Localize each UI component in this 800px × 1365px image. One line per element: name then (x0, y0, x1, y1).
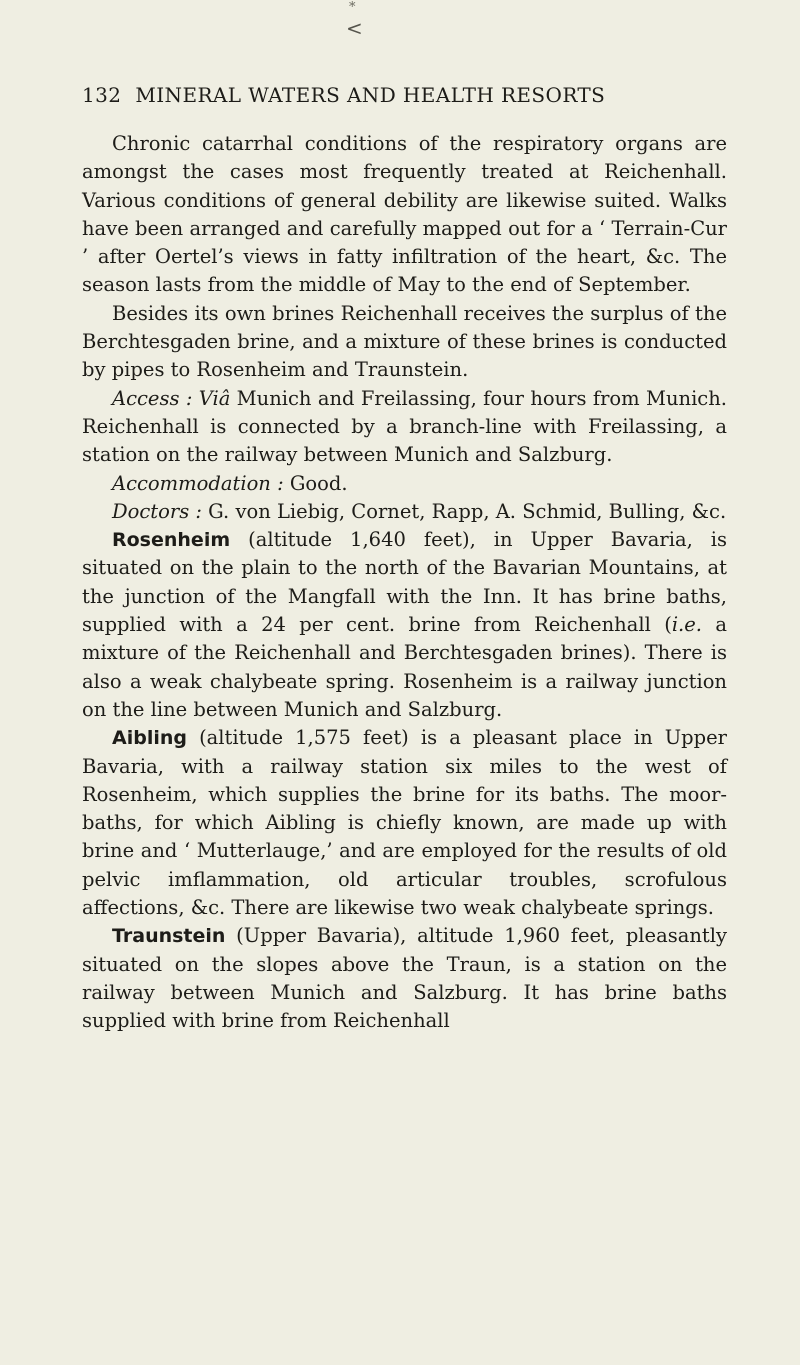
paragraph-brines: Besides its own brines Reichenhall receives the surplus of the Berchtesgaden brine, and a mixture of these brines is conducted by pipes to Rosenheim and Traunstein. (82, 301, 727, 382)
top-mark: * (349, 0, 356, 15)
accommodation-label: Accommodation : (112, 471, 284, 495)
access-label: Access : Viâ (112, 386, 231, 410)
aibling-heading: Aibling (112, 727, 187, 750)
paragraph-traunstein (82, 922, 727, 1035)
rosenheim-text-2: a mixture of the Reichenhall and Berchtesgaden brines). There is also a weak chalybeate spring. Rosenheim is a railway junction on the line between Munich and Salzburg. (82, 613, 728, 721)
page-number: 132 (82, 83, 122, 107)
rosenheim-heading: Rosenheim (112, 529, 231, 552)
page-marks (0, 0, 800, 40)
paragraph-respiratory: Chronic catarrhal conditions of the respiratory organs are amongst the cases most frequently treated at Reichenhall. Various conditions of general debility are likewise suited. Walks have been arranged and carefully mapped out for a ‘ Terrain-Cur ’ after Oertel’s views in fatty infiltration of the heart, &c. The season lasts from the middle of May to the end of September. (82, 132, 727, 297)
running-header (82, 83, 722, 107)
doctors-label: Doctors : (112, 499, 202, 523)
traunstein-text: (Upper Bavaria), altitude 1,960 feet, pleasantly situated on the slopes above the Traun, is a station on the railway between Munich and Salzburg. It has brine baths supplied with brine from Reichenhall (82, 924, 727, 1033)
body-text (82, 130, 727, 1036)
accommodation-text: Good. (283, 471, 348, 495)
paragraph-accommodation (82, 470, 727, 498)
paragraph-doctors (82, 498, 727, 526)
aibling-text: (altitude 1,575 feet) is a pleasant place in Upper Bavaria, with a railway station six miles to the west of Rosenheim, which supplies the brine for its baths. The moor-baths, for which Aibling is chiefly known, are made up with brine and ‘ Mutterlauge,’ and are employed for the results of old pelvic imflammation, old articular troubles, scrofulous affections, &c. There are likewise two weak chalybeate springs. (82, 726, 727, 920)
access-text: Munich and Freilassing, four hours from Munich. Reichenhall is connected by a branch-line with Freilassing, a station on the railway between Munich and Salzburg. (82, 386, 727, 467)
caret-mark: < (346, 16, 363, 40)
paragraph-rosenheim (82, 526, 727, 724)
rosenheim-ie: i.e. (671, 613, 702, 637)
running-title: MINERAL WATERS AND HEALTH RESORTS (135, 83, 606, 107)
traunstein-heading: Traunstein (112, 925, 226, 948)
doctors-text: G. von Liebig, Cornet, Rapp, A. Schmid, Bulling, &c. (201, 499, 727, 523)
paragraph-access (82, 385, 727, 470)
rosenheim-text: (altitude 1,640 feet), in Upper Bavaria, is situated on the plain to the north of the Bavarian Mountains, at the junction of the Mangfall with the Inn. It has brine baths, supplied with a 24 per cent. brine from Reichenhall ( (82, 528, 727, 637)
paragraph-aibling (82, 724, 727, 922)
